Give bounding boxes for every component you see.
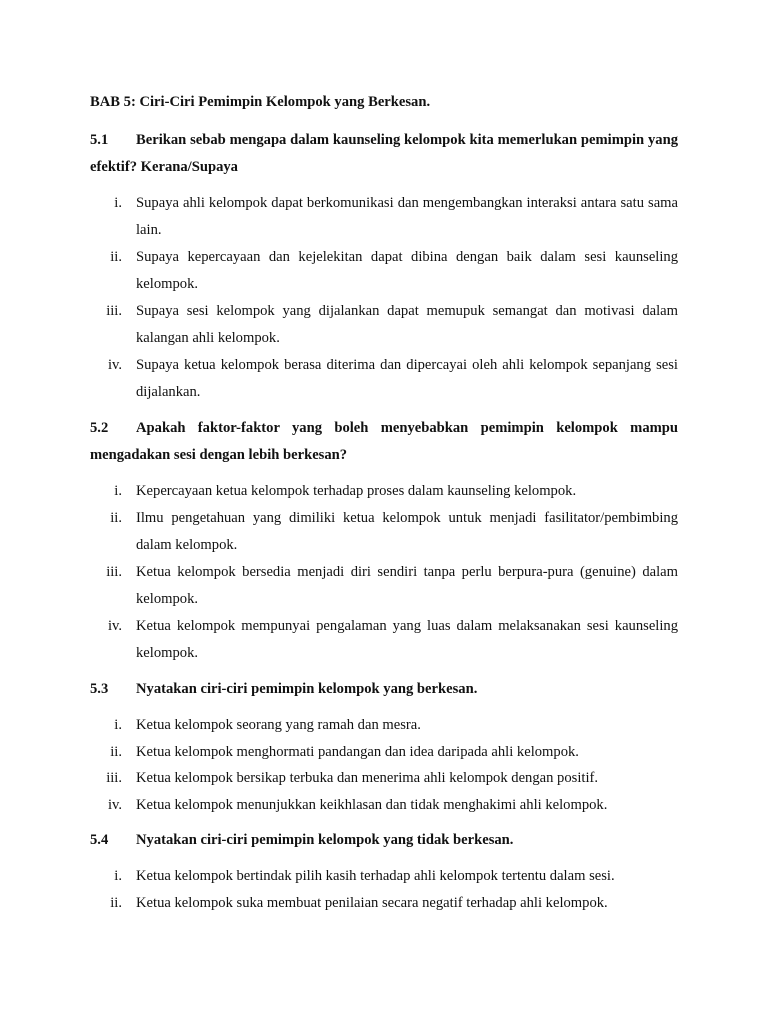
list-numeral: iii.	[106, 770, 122, 786]
list-text: Supaya sesi kelompok yang dijalankan dapat memupuk semangat dan motivasi dalam kalangan ahli kelompok.	[136, 303, 678, 346]
list-numeral: iv.	[107, 357, 122, 373]
list-item	[90, 712, 678, 739]
list-item	[90, 478, 678, 505]
document-page	[90, 92, 678, 925]
list-text: Ketua kelompok seorang yang ramah dan mesra.	[136, 717, 421, 733]
list-numeral: iii.	[106, 303, 122, 319]
list-text: Supaya ketua kelompok berasa diterima dan dipercayai oleh ahli kelompok sepanjang sesi dijalankan.	[136, 357, 678, 400]
answer-list	[90, 190, 678, 406]
list-numeral: ii.	[110, 510, 122, 526]
list-item	[90, 244, 678, 298]
list-item	[90, 352, 678, 406]
section-question	[90, 415, 678, 469]
section-question	[90, 827, 678, 854]
list-text: Ketua kelompok bersedia menjadi diri sendiri tanpa perlu berpura-pura (genuine) dalam kelompok.	[136, 564, 678, 607]
section-number: 5.4	[90, 832, 109, 848]
list-text: Ketua kelompok mempunyai pengalaman yang luas dalam melaksanakan sesi kaunseling kelompok.	[136, 618, 678, 661]
section-number: 5.2	[90, 420, 109, 436]
list-item	[90, 298, 678, 352]
list-numeral: i.	[114, 717, 122, 733]
list-item	[90, 863, 678, 890]
list-item	[90, 613, 678, 667]
answer-list	[90, 712, 678, 818]
list-numeral: i.	[114, 195, 122, 211]
list-numeral: i.	[114, 483, 122, 499]
section-5-3	[90, 676, 678, 818]
list-item	[90, 559, 678, 613]
question-text: Berikan sebab mengapa dalam kaunseling kelompok kita memerlukan pemimpin yang efektif? Kerana/Supaya	[90, 132, 678, 175]
chapter-title: BAB 5: Ciri-Ciri Pemimpin Kelompok yang Berkesan.	[90, 94, 431, 110]
section-5-1	[90, 127, 678, 406]
list-text: Ketua kelompok menunjukkan keikhlasan dan tidak menghakimi ahli kelompok.	[136, 796, 608, 813]
section-question	[90, 127, 678, 181]
list-numeral: ii.	[110, 894, 122, 911]
list-text: Supaya kepercayaan dan kejelekitan dapat dibina dengan baik dalam sesi kaunseling kelompok.	[136, 249, 678, 292]
list-item	[90, 505, 678, 559]
section-number: 5.3	[90, 681, 109, 697]
list-text: Ketua kelompok suka membuat penilaian secara negatif terhadap ahli kelompok.	[136, 894, 608, 911]
section-question	[90, 676, 678, 703]
section-5-2	[90, 415, 678, 667]
list-text: Kepercayaan ketua kelompok terhadap proses dalam kaunseling kelompok.	[136, 483, 577, 499]
list-numeral: iii.	[106, 564, 122, 580]
question-text: Nyatakan ciri-ciri pemimpin kelompok yang tidak berkesan.	[136, 832, 514, 848]
list-text: Ketua kelompok bersikap terbuka dan menerima ahli kelompok dengan positif.	[136, 770, 599, 786]
list-text: Ketua kelompok menghormati pandangan dan idea daripada ahli kelompok.	[136, 743, 579, 760]
list-text: Ilmu pengetahuan yang dimiliki ketua kelompok untuk menjadi fasilitator/pembimbing dalam kelompok.	[136, 510, 678, 553]
question-text: Nyatakan ciri-ciri pemimpin kelompok yang berkesan.	[136, 681, 478, 697]
list-numeral: ii.	[110, 743, 122, 760]
section-5-4	[90, 827, 678, 916]
section-number: 5.1	[90, 132, 109, 148]
answer-list	[90, 863, 678, 916]
list-numeral: iv.	[107, 618, 122, 634]
list-item	[90, 739, 678, 766]
list-item	[90, 890, 678, 917]
list-numeral: ii.	[110, 249, 122, 265]
list-item	[90, 190, 678, 244]
list-numeral: iv.	[107, 796, 122, 813]
list-text: Ketua kelompok bertindak pilih kasih terhadap ahli kelompok tertentu dalam sesi.	[136, 868, 615, 884]
list-numeral: i.	[114, 868, 122, 884]
answer-list	[90, 478, 678, 667]
question-text: Apakah faktor-faktor yang boleh menyebabkan pemimpin kelompok mampu mengadakan sesi dengan lebih berkesan?	[90, 420, 678, 463]
list-item	[90, 765, 678, 792]
list-item	[90, 792, 678, 819]
list-text: Supaya ahli kelompok dapat berkomunikasi dan mengembangkan interaksi antara satu sama lain.	[136, 195, 678, 238]
